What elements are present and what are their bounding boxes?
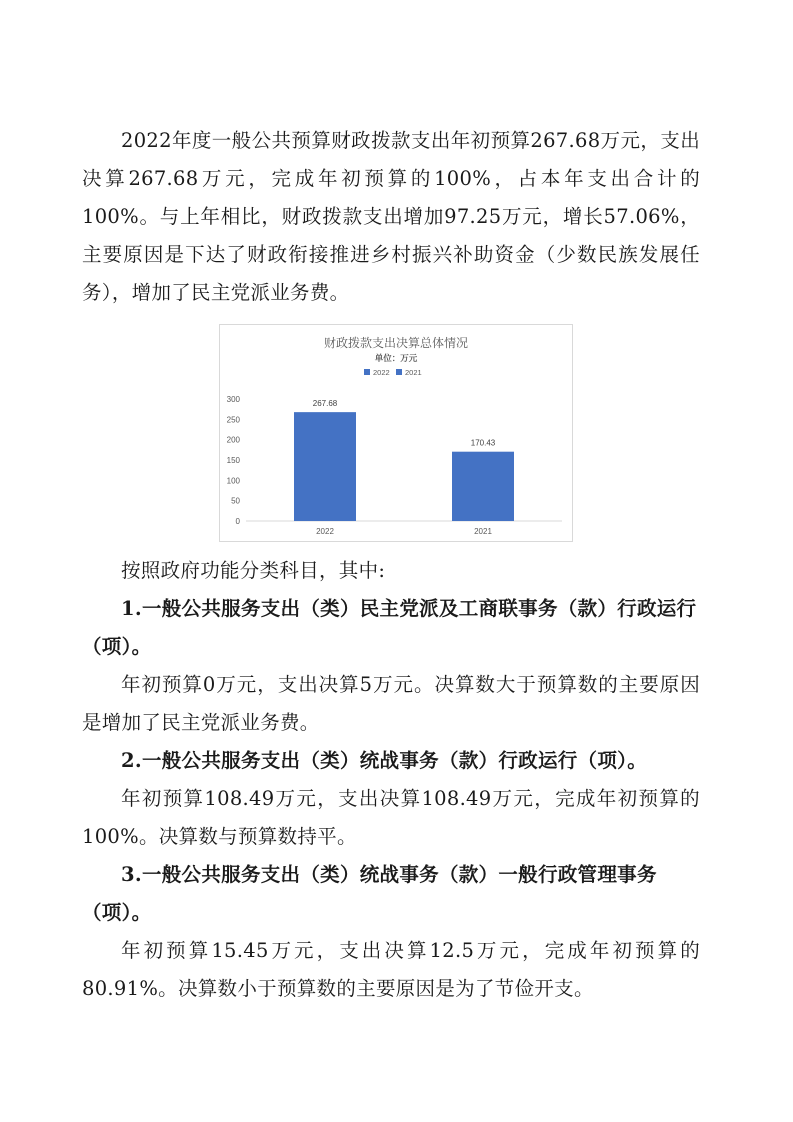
classification-paragraph: 按照政府功能分类科目，其中: — [121, 559, 386, 582]
bar-2022 — [294, 412, 356, 521]
x-tick-label: 2022 — [316, 527, 334, 536]
item1-heading: 1.一般公共服务支出（类）民主党派及工商联事务（款）行政运行（项）。 — [82, 597, 697, 658]
expenditure-chart — [219, 324, 573, 542]
y-tick-label: 0 — [235, 517, 240, 526]
x-tick-label: 2021 — [474, 527, 492, 536]
document-page — [82, 122, 700, 1008]
y-tick-label: 100 — [226, 476, 240, 486]
legend-swatch — [364, 369, 370, 375]
legend-swatch — [396, 369, 402, 375]
chart-title: 财政拨款支出决算总体情况 — [323, 336, 469, 350]
data-label: 170.43 — [470, 438, 496, 448]
intro-paragraph: 2022年度一般公共预算财政拨款支出年初预算267.68万元，支出决算267.68万元，完成年初预算的100%，占本年支出合计的100%。与上年相比，财政拨款支出增加97.25万元，增长57.06%，主要原因是下达了财政衔接推进乡村振兴补助资金（少数民族发展任务），增加了民主党派业务费。 — [82, 129, 700, 304]
data-label: 267.68 — [312, 399, 338, 409]
item2-body: 年初预算108.49万元，支出决算108.49万元，完成年初预算的100%。决算数与预算数持平。 — [82, 787, 700, 848]
y-tick-label: 50 — [231, 496, 240, 506]
legend-label: 2021 — [405, 368, 422, 377]
y-tick-label: 150 — [226, 456, 240, 465]
item2-heading: 2.一般公共服务支出（类）统战事务（款）行政运行（项）。 — [121, 749, 648, 772]
y-tick-label: 250 — [226, 415, 240, 425]
chart-canvas — [220, 325, 572, 541]
y-tick-label: 300 — [226, 395, 240, 404]
item3-body: 年初预算15.45万元，支出决算12.5万元，完成年初预算的80.91%。决算数小于预算数的主要原因是为了节俭开支。 — [82, 939, 700, 1000]
chart-subtitle: 单位：万元 — [374, 354, 418, 364]
bar-2021 — [452, 452, 514, 521]
item1-body: 年初预算0万元，支出决算5万元。决算数大于预算数的主要原因是增加了民主党派业务费。 — [82, 673, 700, 734]
legend-label: 2022 — [373, 368, 390, 377]
item3-heading: 3.一般公共服务支出（类）统战事务（款）一般行政管理事务（项）。 — [82, 863, 657, 924]
y-tick-label: 200 — [226, 435, 240, 445]
